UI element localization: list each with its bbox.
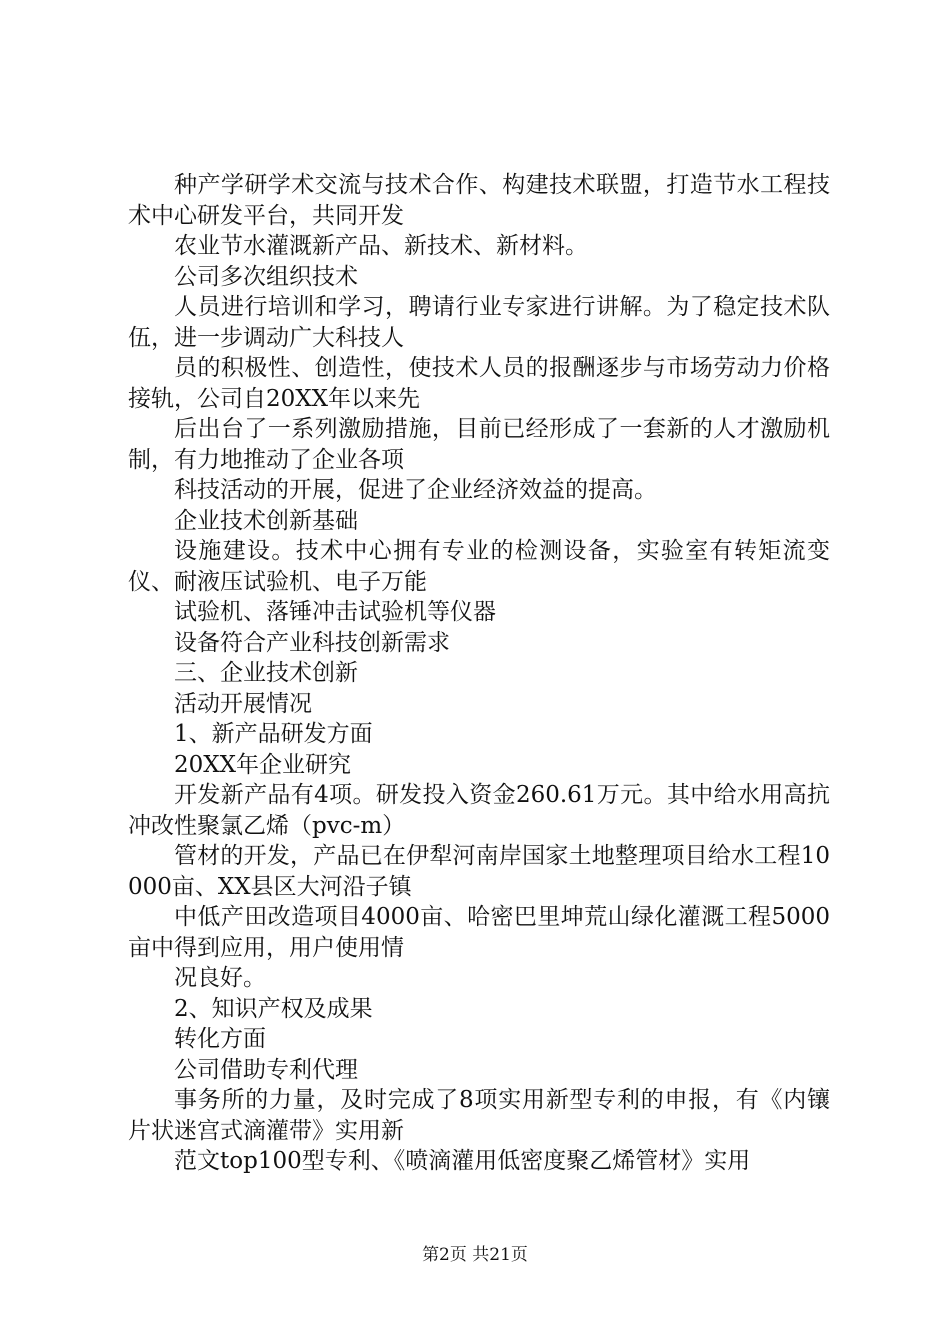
paragraph: 设施建设。技术中心拥有专业的检测设备，实验室有转矩流变仪、耐液压试验机、电子万能 [128,538,830,595]
paragraph: 科技活动的开展，促进了企业经济效益的提高。 [174,477,657,503]
paragraph: 况良好。 [174,965,266,991]
paragraph: 20XX年企业研究 [174,751,352,778]
paragraph: 设备符合产业科技创新需求 [174,629,450,656]
paragraph: 企业技术创新基础 [174,507,358,534]
paragraph: 中低产田改造项目4000亩、哈密巴里坤荒山绿化灌溉工程5000亩中得到应用，用户使用情 [128,904,830,961]
paragraph: 公司借助专利代理 [174,1056,358,1083]
paragraph: 公司多次组织技术 [174,263,358,290]
paragraph: 事务所的力量，及时完成了8项实用新型专利的申报，有《内镶片状迷宫式滴灌带》实用新 [128,1087,830,1144]
paragraph: 转化方面 [174,1026,266,1052]
paragraph: 种产学研学术交流与技术合作、构建技术联盟，打造节水工程技术中心研发平台，共同开发 [128,172,830,229]
paragraph: 开发新产品有4项。研发投入资金260.61万元。其中给水用高抗冲改性聚氯乙烯（pvc-m） [128,782,830,839]
paragraph: 后出台了一系列激励措施，目前已经形成了一套新的人才激励机制，有力地推动了企业各项 [128,416,830,473]
subsection-heading: 2、知识产权及成果 [174,995,373,1022]
document-body [128,170,830,1177]
section-heading: 三、企业技术创新 [174,660,358,686]
paragraph: 活动开展情况 [174,690,312,717]
paragraph: 范文top100型专利、《喷滴灌用低密度聚乙烯管材》实用 [174,1148,751,1174]
subsection-heading: 1、新产品研发方面 [174,721,373,747]
paragraph: 试验机、落锤冲击试验机等仪器 [174,599,496,625]
paragraph: 农业节水灌溉新产品、新技术、新材料。 [174,233,588,259]
page-number-footer: 第2页 共21页 [422,1245,528,1265]
paragraph: 管材的开发，产品已在伊犁河南岸国家土地整理项目给水工程10000亩、XX县区大河沿子镇 [128,843,830,900]
paragraph: 人员进行培训和学习，聘请行业专家进行讲解。为了稳定技术队伍，进一步调动广大科技人 [128,294,830,351]
paragraph: 员的积极性、创造性，使技术人员的报酬逐步与市场劳动力价格接轨，公司自20XX年以来先 [128,355,830,412]
